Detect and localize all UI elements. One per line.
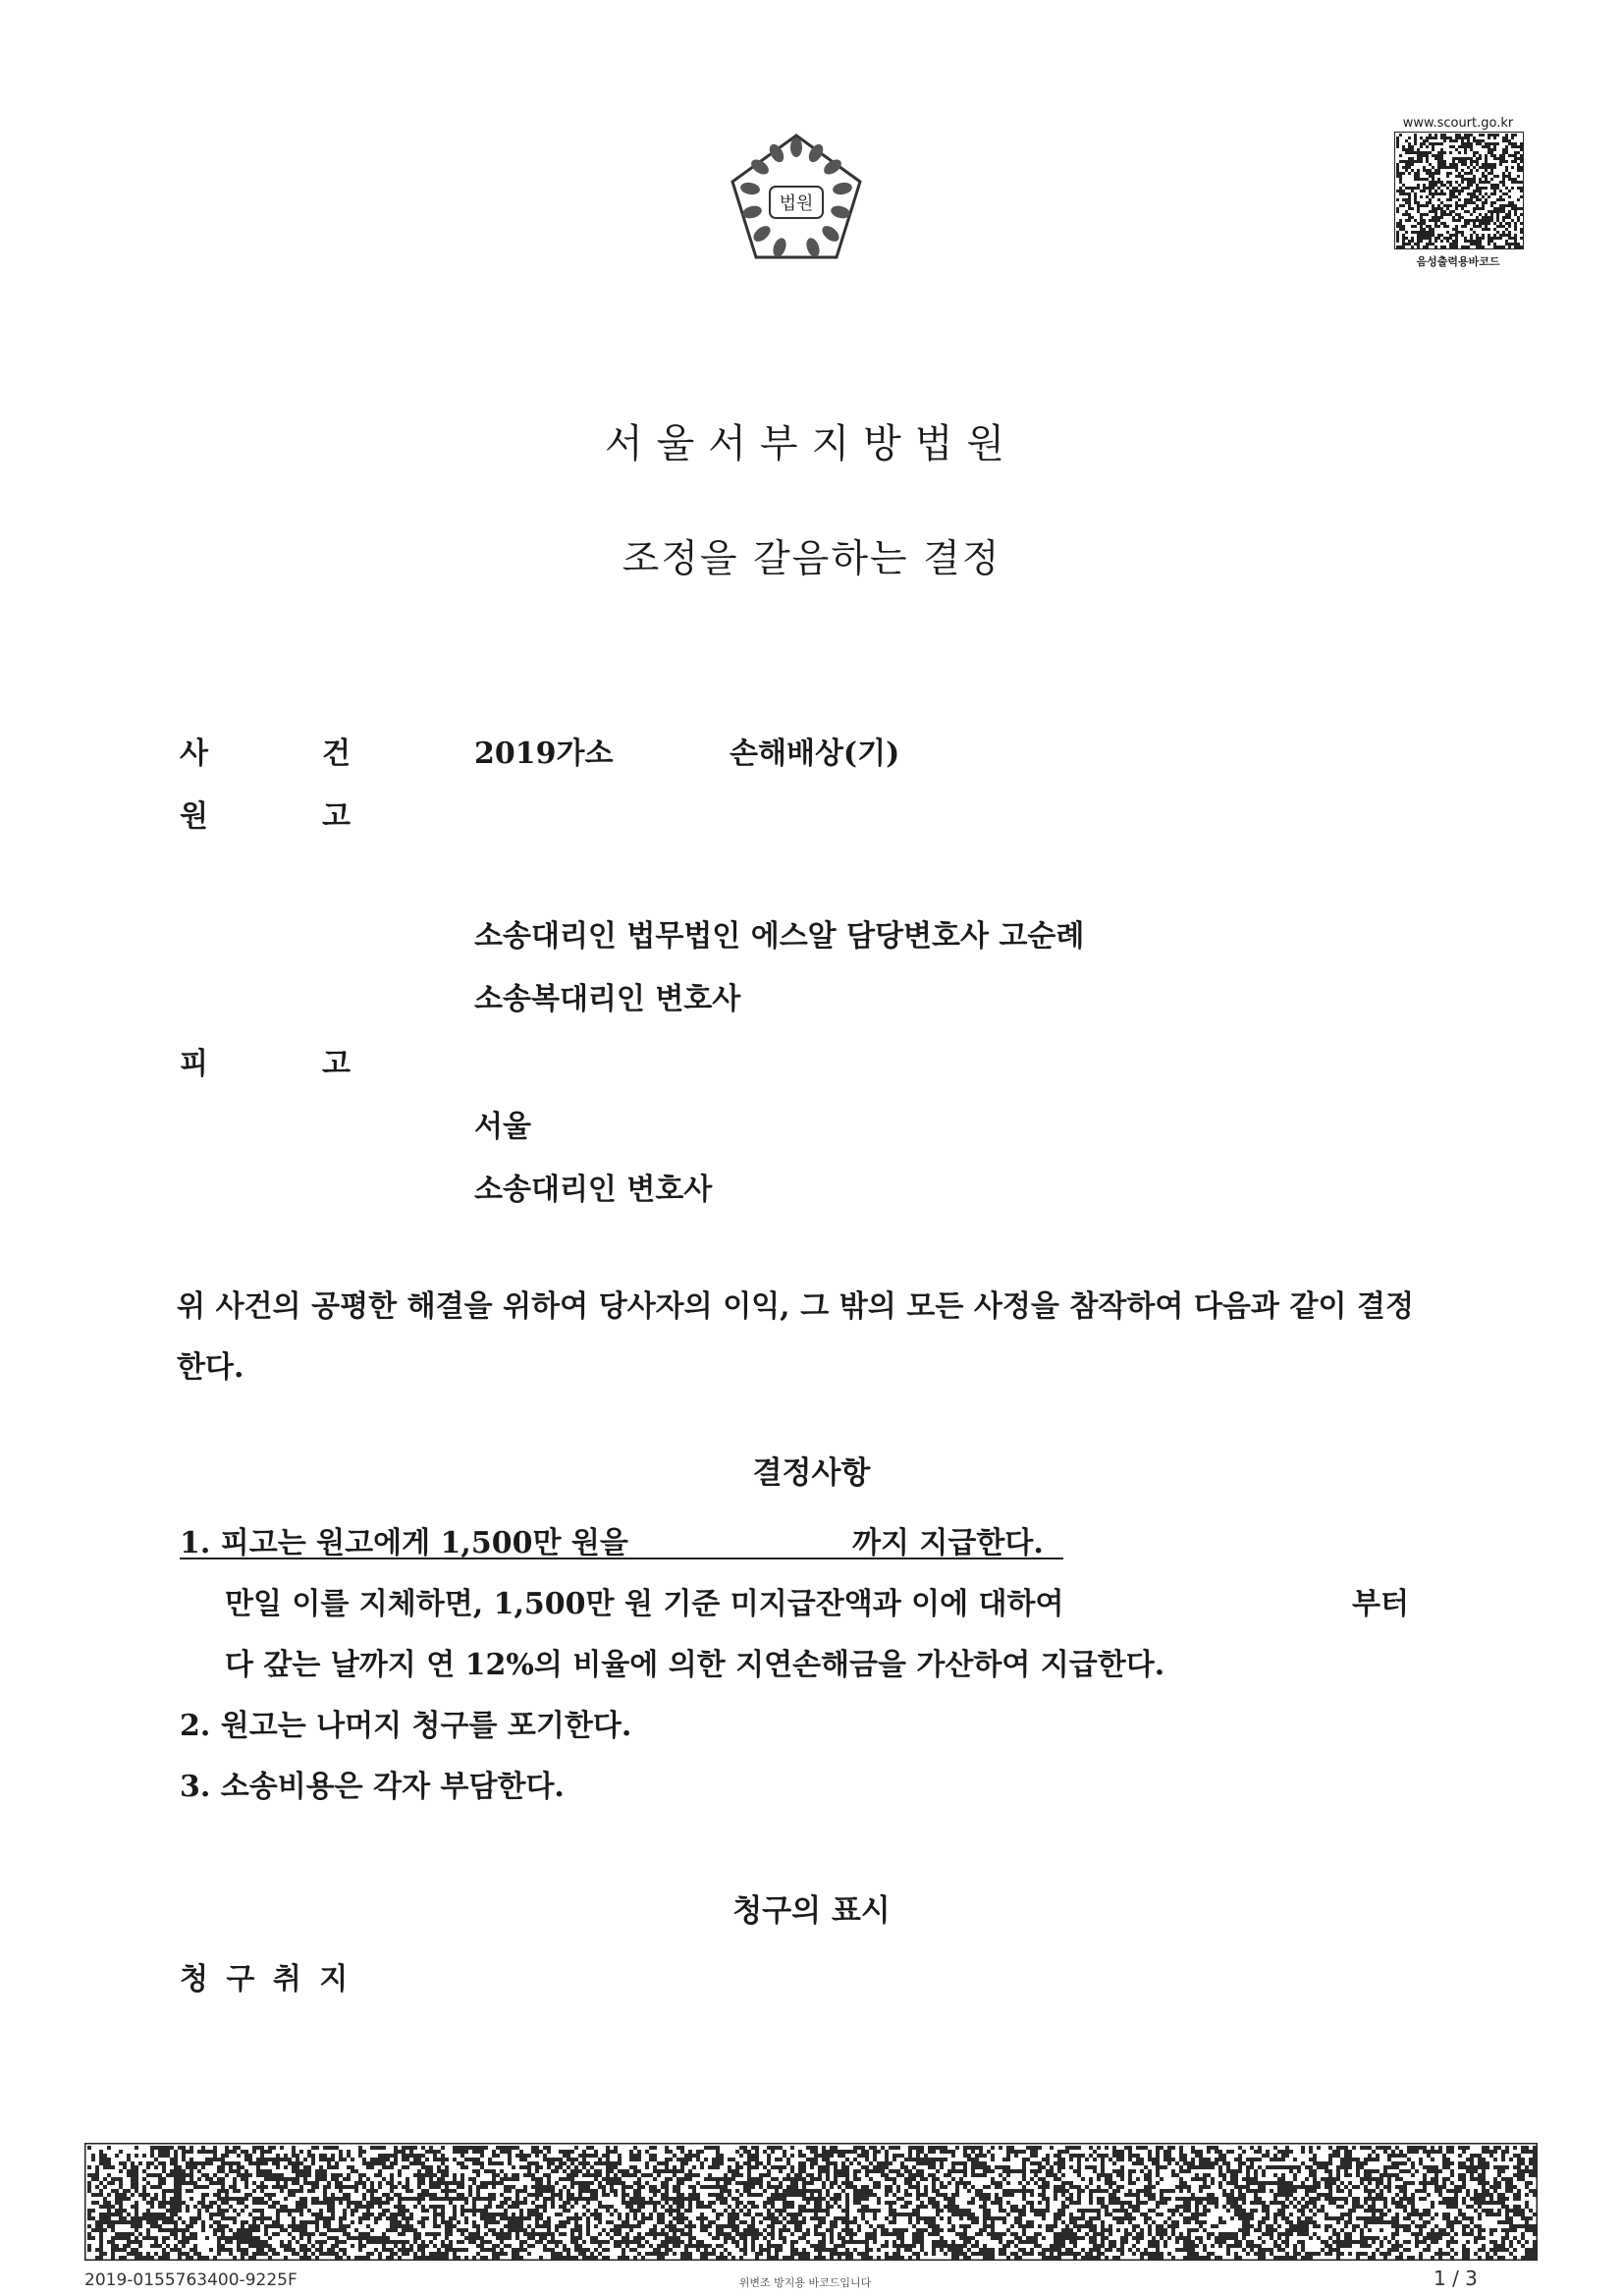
barcode-caption: 음성출력용바코드 — [1416, 255, 1500, 268]
voice-barcode-icon — [1394, 132, 1524, 249]
document-number: 2019-0155763400-9225F — [84, 2270, 298, 2290]
decision-item-1-line-2-end: 부터 — [1352, 1587, 1409, 1621]
defendant-address: 서울 — [474, 1110, 531, 1144]
defendant-counsel: 소송대리인 변호사 — [474, 1173, 713, 1207]
page-number: 1 / 3 — [1434, 2267, 1478, 2290]
decision-item-3: 3. 소송비용은 각자 부담한다. — [180, 1770, 565, 1804]
decision-heading: 결정사항 — [752, 1455, 871, 1491]
case-number: 2019가소 — [474, 737, 614, 771]
plaintiff-counsel: 소송대리인 법무법인 에스알 담당변호사 고순례 — [474, 919, 1085, 954]
court-emblem — [723, 128, 870, 275]
decision-item-1-line-3: 다 갚는 날까지 연 12%의 비율에 의한 지연손해금을 가산하여 지급한다. — [225, 1648, 1165, 1682]
court-name: 서울서부지방법원 — [604, 421, 1019, 466]
document-title: 조정을 갈음하는 결정 — [622, 537, 1001, 581]
claim-heading: 청구의 표시 — [732, 1893, 891, 1929]
case-type: 손해배상(기) — [730, 737, 900, 771]
decision-item-1-line-2: 만일 이를 지체하면, 1,500만 원 기준 미지급잔액과 이에 대하여 — [225, 1587, 1064, 1621]
anti-forgery-barcode-icon — [84, 2143, 1538, 2261]
barcode-url: www.scourt.go.kr — [1402, 116, 1514, 131]
claim-purpose-label: 청 구 취 지 — [180, 1962, 352, 1996]
plaintiff-sub-counsel: 소송복대리인 변호사 — [474, 982, 741, 1016]
decision-item-2: 2. 원고는 나머지 청구를 포기한다. — [180, 1709, 632, 1743]
intro-paragraph: 위 사건의 공평한 해결을 위하여 당사자의 이익, 그 밖의 모든 사정을 참작하여 다음과 같이 결정한다. — [177, 1289, 1414, 1385]
barcode-note: 위변조 방지용 바코드입니다 — [738, 2276, 872, 2289]
decision-item-1: 1. 피고는 원고에게 1,500만 원을 까지 지급한다. — [180, 1518, 1063, 1559]
emblem-text: 법원 — [779, 193, 814, 214]
